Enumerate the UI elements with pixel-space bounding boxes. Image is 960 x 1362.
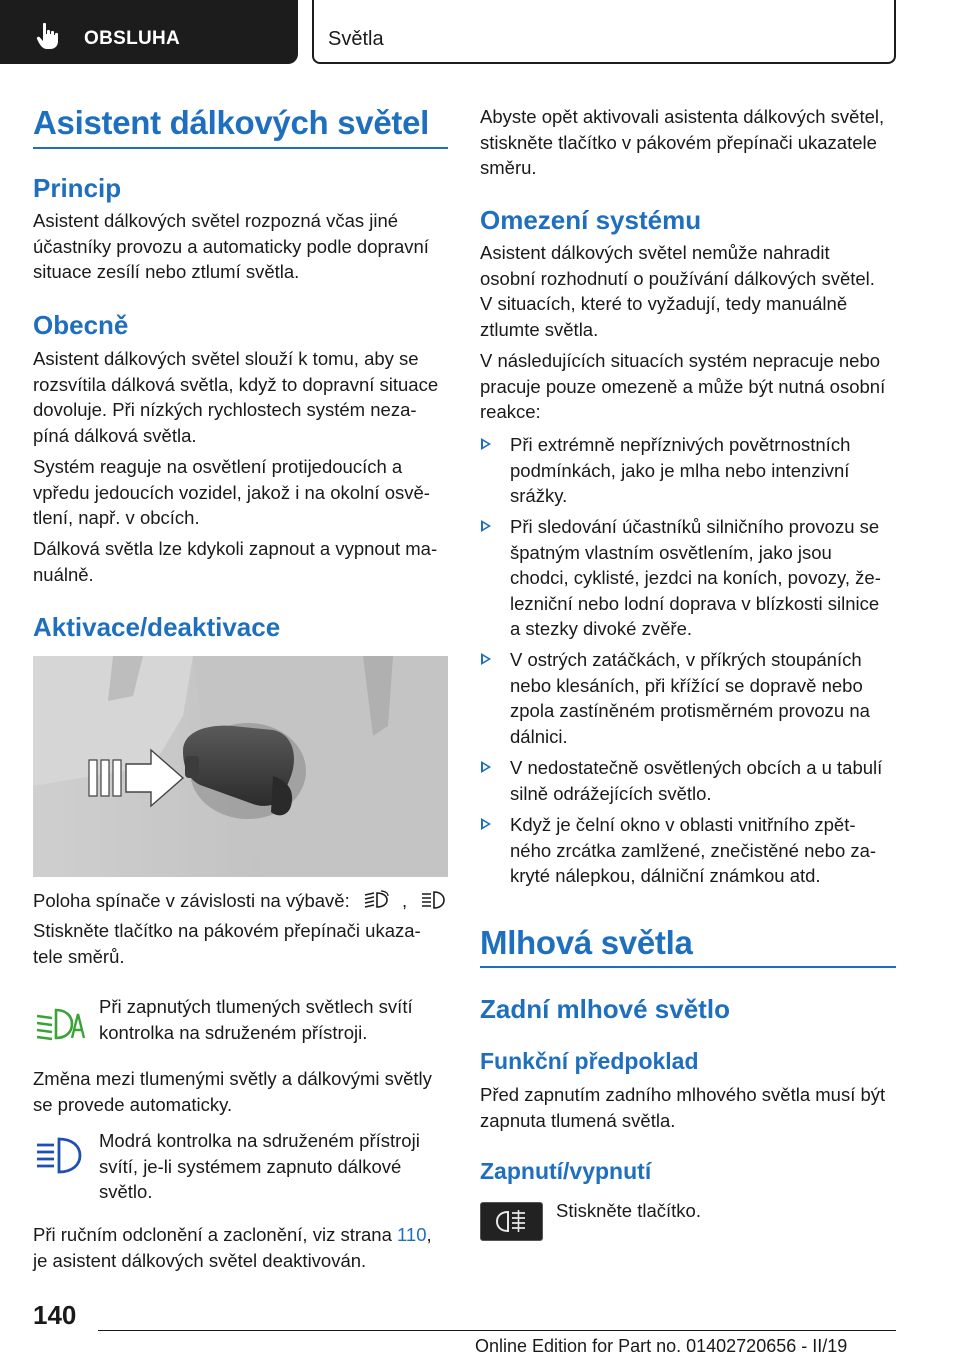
rear-fog-light-icon xyxy=(481,1203,542,1240)
indicator-2-text xyxy=(99,1128,459,1205)
text-line: světlo. xyxy=(99,1181,153,1202)
text-line: Systém reaguje na osvětlení protijedoucích a xyxy=(33,456,403,477)
zapnuti-text: Stiskněte tlačítko. xyxy=(556,1200,701,1221)
hand-pointer-icon xyxy=(36,22,62,50)
obecne-paragraph-3 xyxy=(33,536,453,587)
text-line: účastníky provozu a automaticky podle dopravní xyxy=(33,235,429,257)
high-beam-icon xyxy=(420,890,446,910)
rear-fog-button-icon xyxy=(480,1202,543,1241)
abyste-paragraph xyxy=(480,104,900,181)
text-line: Asistent dálkových světel nemůže nahradit xyxy=(480,242,830,263)
text-line: je asistent dálkových světel deaktivován. xyxy=(33,1249,367,1271)
heading-zapnuti: Zapnutí/vypnutí xyxy=(480,1158,652,1184)
text-line: V nedostatečně osvětlených obcích a u tabulí xyxy=(510,757,883,778)
indicator-1-text xyxy=(99,994,459,1045)
heading-funkcni: Funkční předpoklad xyxy=(480,1048,699,1074)
text-line: Při sledování účastníků silničního provozu se xyxy=(510,516,880,537)
text-line: srážky. xyxy=(510,485,568,506)
page-link-110[interactable]: 110 xyxy=(397,1224,427,1245)
obecne-paragraph-1 xyxy=(33,346,453,448)
bullet-triangle-icon xyxy=(481,653,491,665)
text-line: ztlumte světla. xyxy=(480,318,599,340)
low-beam-indicator-icon xyxy=(34,1004,86,1044)
text-line: Abyste opět aktivovali asistenta dálkových světel, xyxy=(480,106,885,127)
text-span: Při ručním odclonění a zaclonění, viz strana xyxy=(33,1224,398,1245)
heading-omezeni: Omezení systému xyxy=(480,205,702,235)
page-header xyxy=(0,0,960,66)
footer-rule xyxy=(98,1330,896,1331)
text-line: ného zrcátka zamlžené, znečistěné nebo za‐ xyxy=(510,839,877,861)
text-line: Změna mezi tlumenými světly a dálkovými světly xyxy=(33,1068,432,1089)
text-line: dálnici. xyxy=(510,725,568,747)
text-line: rozsvítila dálková světla, když to dopravní situace xyxy=(33,373,439,395)
poloha-separator: , xyxy=(402,890,408,911)
text-line: podmínkách, jako je mlha nebo intenzivní xyxy=(510,459,850,481)
page-number: 140 xyxy=(33,1300,77,1330)
text-span: , xyxy=(426,1224,432,1245)
poloha-line xyxy=(33,888,453,914)
section-title-mlhova: Mlhová světla xyxy=(480,924,693,961)
bullet-triangle-icon xyxy=(481,438,491,450)
text-line: lezniční nebo lodní doprava v blízkosti silnice xyxy=(510,592,880,614)
high-beam-auto-icon xyxy=(363,890,389,910)
text-line: stiskněte tlačítko v pákovém přepínači ukazatele xyxy=(480,131,877,153)
text-line: Modrá kontrolka na sdruženém přístroji xyxy=(99,1130,420,1151)
text-line: kryté nálepkou, dálniční známkou atd. xyxy=(510,865,821,886)
chapter-tab xyxy=(0,0,298,64)
text-line: píná dálková světla. xyxy=(33,424,197,446)
text-line: svítí, je-li systémem zapnuto dálkové xyxy=(99,1155,402,1177)
text-line: Stiskněte tlačítko na pákovém přepínači ukaza‐ xyxy=(33,920,421,941)
funkcni-paragraph xyxy=(480,1082,900,1133)
stisknete-paragraph xyxy=(33,918,453,969)
text-line: pracuje pouze omezeně a může být nutná osobní xyxy=(480,375,886,397)
high-beam-indicator-icon xyxy=(34,1136,86,1176)
lever-photo xyxy=(33,656,448,877)
heading-princip: Princip xyxy=(33,173,122,203)
text-line: Asistent dálkových světel rozpozná včas jiné xyxy=(33,210,399,231)
text-line: osobní rozhodnutí o používání dálkových světel. xyxy=(480,267,875,289)
text-line: a stezky divoké zvěře. xyxy=(510,618,692,639)
text-line: chodci, cyklisté, jezdci na koních, povozy, že‐ xyxy=(510,567,881,588)
footer-edition: Online Edition for Part no. 01402720656 - II/19 xyxy=(475,1336,848,1356)
title-rule xyxy=(33,147,448,149)
zmena-paragraph xyxy=(33,1066,453,1117)
omezeni-paragraph-1 xyxy=(480,240,900,342)
text-line: Asistent dálkových světel slouží k tomu, aby se xyxy=(33,348,419,369)
text-line: Dálková světla lze kdykoli zapnout a vypnout ma‐ xyxy=(33,538,438,559)
bullet-triangle-icon xyxy=(481,761,491,773)
omezeni-paragraph-2 xyxy=(480,348,900,425)
heading-zadni: Zadní mlhové světlo xyxy=(480,994,730,1024)
heading-obecne: Obecně xyxy=(33,310,129,340)
obecne-paragraph-2 xyxy=(33,454,453,531)
text-line: Když je čelní okno v oblasti vnitřního zpět‐ xyxy=(510,814,856,835)
text-line: tlení, např. v obcích. xyxy=(33,507,200,528)
text-line: zpola zastíněném protisměrném provozu na xyxy=(510,700,870,721)
heading-aktivace: Aktivace/deaktivace xyxy=(33,612,281,642)
text-line xyxy=(33,1222,458,1248)
text-line: vpředu jedoucích vozidel, jakož i na okolní osvě‐ xyxy=(33,481,430,503)
chapter-label: OBSLUHA xyxy=(84,28,181,49)
text-line: zapnuta tlumená světla. xyxy=(480,1109,676,1131)
text-line: reakce: xyxy=(480,401,541,422)
text-line: Při extrémně nepříznivých povětrnostních xyxy=(510,434,851,455)
text-line: situace zesílí nebo ztlumí světla. xyxy=(33,261,300,282)
lever-illustration xyxy=(33,656,448,877)
bullet-triangle-icon xyxy=(481,818,491,830)
text-line: silně odrážejících světlo. xyxy=(510,782,712,804)
page-title: Asistent dálkových světel xyxy=(33,104,430,141)
text-line: Při zapnutých tlumených světlech svítí xyxy=(99,996,413,1017)
text-line: kontrolka na sdruženém přístroji. xyxy=(99,1021,368,1043)
rucni-paragraph xyxy=(33,1222,458,1273)
text-line: Před zapnutím zadního mlhového světla musí být xyxy=(480,1084,886,1105)
text-line: nuálně. xyxy=(33,563,94,585)
section-label: Světla xyxy=(328,28,384,50)
section-box xyxy=(312,0,896,64)
text-line: tele směrů. xyxy=(33,945,125,967)
text-line: špatným vlastním osvětlením, jako jsou xyxy=(510,541,832,563)
text-line: V situacích, které to vyžadují, tedy manuálně xyxy=(480,293,848,314)
bullet-triangle-icon xyxy=(481,520,491,532)
text-line: V ostrých zatáčkách, v příkrých stoupáních xyxy=(510,649,862,670)
text-line: nebo klesáních, při křížící se dopravě nebo xyxy=(510,674,863,696)
text-line: V následujících situacích systém nepracuje nebo xyxy=(480,350,881,371)
text-line: směru. xyxy=(480,157,537,178)
title-rule xyxy=(480,966,896,968)
text-line: dovoluje. Při nízkých rychlostech systém neza‐ xyxy=(33,399,417,420)
poloha-text: Poloha spínače v závislosti na výbavě: xyxy=(33,890,350,911)
text-line: se provede automaticky. xyxy=(33,1093,233,1115)
princip-paragraph xyxy=(33,208,453,285)
